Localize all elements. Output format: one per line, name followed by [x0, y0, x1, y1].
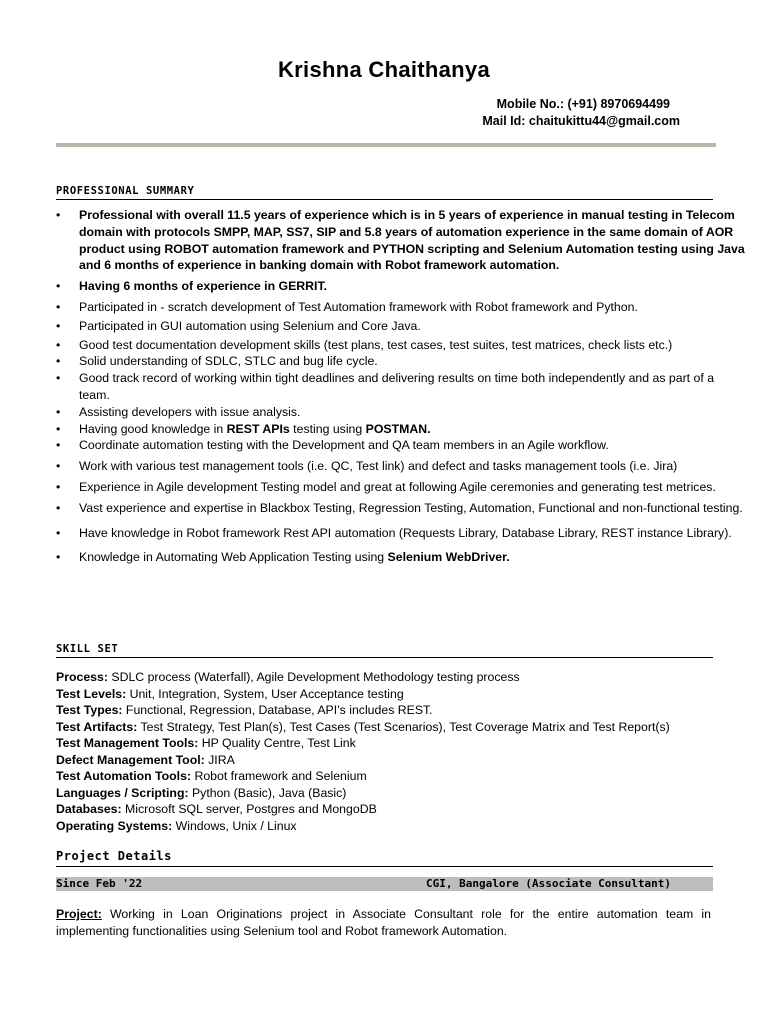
- skill-label: Test Artifacts:: [56, 719, 138, 734]
- bullet-icon: •: [56, 279, 61, 294]
- summary-text: Have knowledge in Robot framework Rest API automation (Requests Library, Database Library, REST instance Library).: [79, 525, 732, 540]
- project-text: Working in Loan Originations project in Associate Consultant role for the entire automation team in implementing functionalities using Selenium tool and Robot framework Automation.: [56, 907, 711, 938]
- summary-text: Experience in Agile development Testing model and great at following Agile ceremonies and generating test metrices.: [79, 479, 716, 494]
- bullet-icon: •: [56, 404, 61, 419]
- skill-row: [56, 702, 736, 719]
- project-description: [56, 906, 711, 939]
- summary-text: Selenium WebDriver.: [387, 550, 510, 565]
- summary-text: REST APIs: [226, 421, 290, 436]
- skill-value: HP Quality Centre, Test Link: [198, 736, 356, 750]
- mobile-number: Mobile No.: (+91) 8970694499: [496, 97, 670, 111]
- summary-item: [56, 437, 746, 454]
- summary-item: [56, 370, 746, 404]
- skill-label: Operating Systems:: [56, 818, 173, 833]
- bullet-icon: •: [56, 438, 61, 453]
- skill-value: Microsoft SQL server, Postgres and MongoDB: [121, 802, 377, 816]
- skill-row: [56, 752, 736, 769]
- skill-row: [56, 669, 736, 686]
- professional-summary-list: [56, 207, 746, 566]
- summary-text: Having 6 months of experience in GERRIT.: [79, 279, 328, 294]
- summary-text: Professional with overall 11.5 years of experience which is in 5 years of experience in manual testing in Telecom domain with protocols SMPP, MAP, SS7, SIP and 5.8 years of automation experience in the same domain of AOR product using ROBOT automation framework and PYTHON scripting and Selenium Automation testing using Java and 6 months of experience in banking domain with Robot framework automation.: [79, 208, 745, 273]
- skill-row: [56, 818, 736, 835]
- summary-text: Having good knowledge in: [79, 421, 227, 436]
- email-address: Mail Id: chaitukittu44@gmail.com: [482, 114, 680, 128]
- summary-text: Work with various test management tools (i.e. QC, Test link) and defect and tasks management tools (i.e. Jira): [79, 459, 678, 474]
- skill-value: JIRA: [204, 752, 235, 767]
- skill-row: [56, 768, 736, 785]
- bullet-icon: •: [56, 421, 61, 436]
- bullet-icon: •: [56, 337, 61, 352]
- skill-set-heading: SKILL SET: [56, 643, 713, 658]
- summary-text: Good test documentation development skills (test plans, test cases, test suites, test matrices, check lists etc.): [79, 337, 673, 352]
- skill-label: Test Types:: [56, 703, 123, 717]
- skill-set-list: [56, 669, 736, 834]
- bullet-icon: •: [56, 479, 61, 494]
- skill-row: [56, 719, 736, 736]
- skill-label: Defect Management Tool:: [56, 752, 205, 767]
- skill-value: Windows, Unix / Linux: [172, 818, 297, 833]
- summary-text: Participated in GUI automation using Selenium and Core Java.: [79, 318, 421, 333]
- bullet-icon: •: [56, 371, 61, 386]
- bullet-icon: •: [56, 354, 61, 369]
- summary-item: [56, 337, 746, 354]
- bullet-icon: •: [56, 525, 61, 540]
- project-details-heading: Project Details: [56, 849, 713, 867]
- summary-item: [56, 404, 746, 421]
- skill-label: Languages / Scripting:: [56, 785, 189, 800]
- bullet-icon: •: [56, 500, 61, 515]
- summary-item: [56, 353, 746, 370]
- skill-value: Robot framework and Selenium: [191, 769, 367, 783]
- bullet-icon: •: [56, 550, 61, 565]
- skill-label: Process:: [56, 670, 108, 684]
- summary-text: Participated in - scratch development of Test Automation framework with Robot framework and Python.: [79, 299, 638, 314]
- skill-value: Unit, Integration, System, User Acceptance testing: [126, 686, 404, 701]
- skill-label: Databases:: [56, 802, 122, 816]
- candidate-name: Krishna Chaithanya: [277, 57, 490, 82]
- contact-block: [482, 96, 680, 130]
- summary-text: Solid understanding of SDLC, STLC and bug life cycle.: [79, 354, 378, 369]
- summary-item: [56, 318, 746, 335]
- summary-item: [56, 207, 746, 274]
- skill-label: Test Automation Tools:: [56, 769, 192, 783]
- summary-item: [56, 421, 746, 438]
- skill-label: Test Levels:: [56, 686, 127, 701]
- skill-value: Python (Basic), Java (Basic): [188, 785, 347, 800]
- employment-bar: [56, 877, 713, 891]
- summary-text: testing using: [289, 421, 366, 436]
- summary-text: Coordinate automation testing with the Development and QA team members in an Agile workflow.: [79, 438, 609, 453]
- skill-value: Test Strategy, Test Plan(s), Test Cases (Test Scenarios), Test Coverage Matrix and Test Report(s): [137, 719, 670, 734]
- summary-text: Assisting developers with issue analysis.: [79, 404, 301, 419]
- skill-row: [56, 686, 736, 703]
- summary-item: [56, 278, 746, 295]
- header-divider: [56, 143, 716, 147]
- summary-text: Good track record of working within tight deadlines and delivering results on time both independently and as part of a team.: [79, 371, 715, 402]
- skill-row: [56, 801, 736, 818]
- summary-item: [56, 458, 746, 475]
- project-label: Project:: [56, 907, 102, 921]
- summary-item: [56, 500, 746, 517]
- skill-value: Functional, Regression, Database, API’s includes REST.: [122, 703, 433, 717]
- summary-item: [56, 549, 746, 566]
- summary-item: [56, 299, 746, 316]
- bullet-icon: •: [56, 318, 61, 333]
- bullet-icon: •: [56, 459, 61, 474]
- summary-item: [56, 525, 746, 542]
- employer-name: CGI, Bangalore (Associate Consultant): [426, 877, 672, 890]
- bullet-icon: •: [56, 208, 61, 222]
- summary-text: POSTMAN.: [365, 421, 431, 436]
- skill-row: [56, 735, 736, 752]
- summary-text: Vast experience and expertise in Blackbox Testing, Regression Testing, Automation, Functional and non-functional testing.: [79, 500, 743, 515]
- skill-row: [56, 785, 736, 802]
- summary-text: Knowledge in Automating Web Application Testing using: [79, 550, 388, 565]
- skill-label: Test Management Tools:: [56, 736, 199, 750]
- skill-value: SDLC process (Waterfall), Agile Development Methodology testing process: [107, 670, 520, 684]
- employment-since: Since Feb '22: [56, 877, 143, 890]
- professional-summary-heading: PROFESSIONAL SUMMARY: [56, 185, 713, 200]
- summary-item: [56, 479, 746, 496]
- bullet-icon: •: [56, 299, 61, 314]
